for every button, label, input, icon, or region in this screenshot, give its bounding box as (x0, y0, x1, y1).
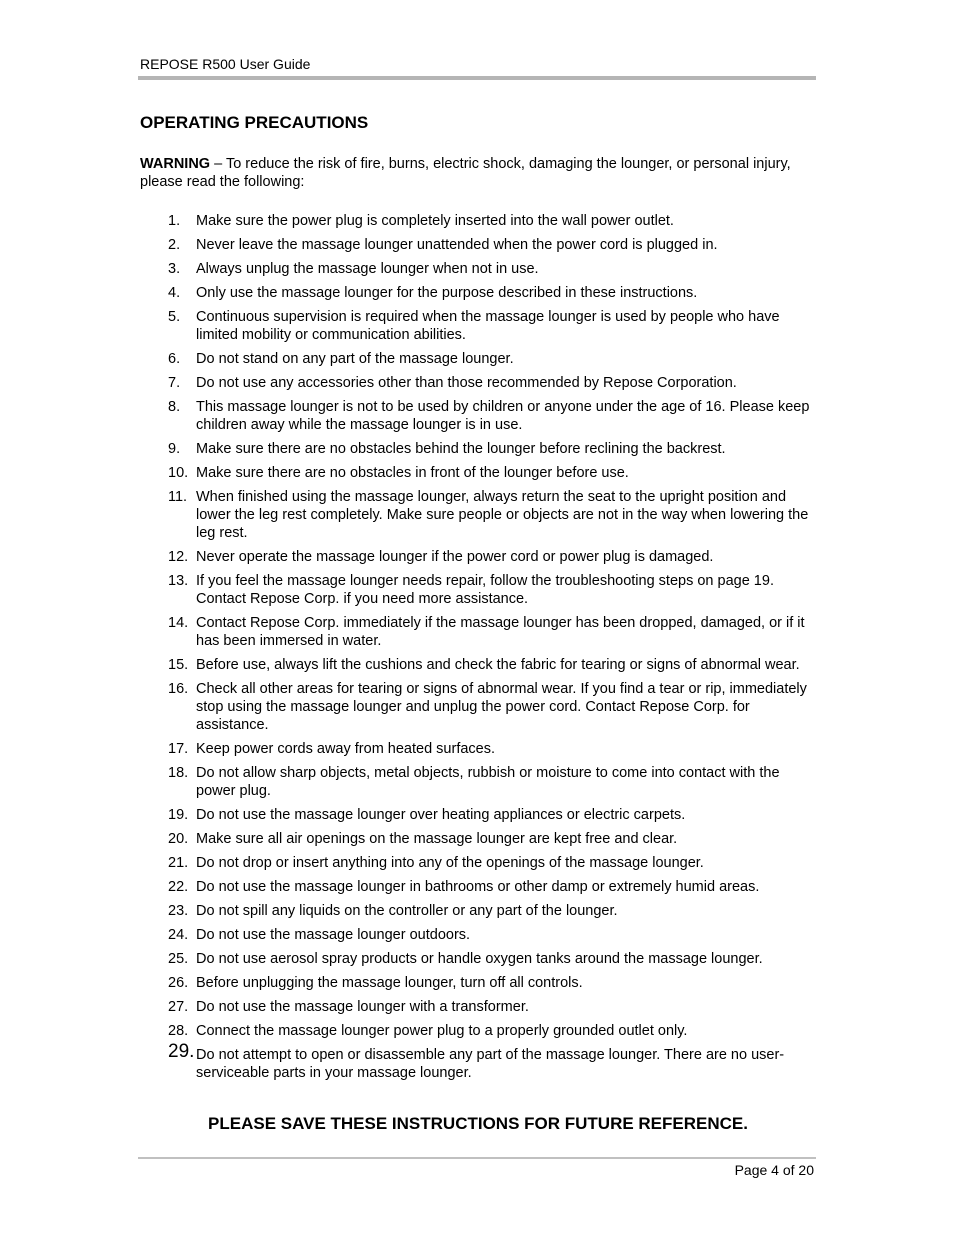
precaution-text: Check all other areas for tearing or signs of abnormal wear. If you find a tear or rip, immediately stop using the massage lounger and unplug the power cord. Contact Repose Corp. for assistance. (196, 681, 807, 733)
precaution-number: 2. (168, 237, 181, 253)
precaution-text: Do not use the massage lounger outdoors. (196, 927, 471, 943)
precaution-item (140, 902, 816, 920)
section-title: OPERATING PRECAUTIONS (140, 113, 369, 132)
precaution-item (140, 464, 816, 482)
precaution-number: 8. (168, 399, 181, 415)
precaution-item (140, 308, 816, 344)
precautions-list (140, 212, 816, 1088)
precaution-number: 29. (168, 1041, 195, 1062)
precaution-item (140, 398, 816, 434)
precaution-number: 23. (168, 903, 189, 919)
precaution-number: 5. (168, 309, 181, 325)
precaution-number: 3. (168, 261, 181, 277)
precaution-item (140, 1022, 816, 1040)
precaution-number: 25. (168, 951, 189, 967)
precaution-item (140, 572, 816, 608)
precaution-number: 26. (168, 975, 189, 991)
precaution-number: 6. (168, 351, 181, 367)
precaution-item (140, 236, 816, 254)
precaution-number: 4. (168, 285, 181, 301)
precaution-text: Make sure there are no obstacles in front of the lounger before use. (196, 465, 629, 481)
precaution-number: 1. (168, 213, 181, 229)
precaution-number: 14. (168, 615, 189, 631)
precaution-item (140, 764, 816, 800)
precaution-item (140, 488, 816, 542)
warning-label: WARNING (140, 156, 211, 172)
precaution-item (140, 1041, 816, 1082)
precaution-text: Always unplug the massage lounger when not in use. (196, 261, 539, 277)
precaution-item (140, 806, 816, 824)
precaution-item (140, 614, 816, 650)
precaution-item (140, 926, 816, 944)
precaution-text: Do not allow sharp objects, metal objects, rubbish or moisture to come into contact with the power plug. (196, 765, 780, 799)
precaution-number: 17. (168, 741, 189, 757)
precaution-item (140, 656, 816, 674)
warning-text: – To reduce the risk of fire, burns, electric shock, damaging the lounger, or personal injury, please read the following: (140, 156, 791, 190)
precaution-text: If you feel the massage lounger needs repair, follow the troubleshooting steps on page 19. Contact Repose Corp. if you need more assistance. (196, 573, 774, 607)
precaution-number: 18. (168, 765, 189, 781)
precaution-item (140, 854, 816, 872)
precaution-text: Do not use the massage lounger in bathrooms or other damp or extremely humid areas. (196, 879, 760, 895)
precaution-text: Keep power cords away from heated surfaces. (196, 741, 496, 757)
precaution-text: Make sure there are no obstacles behind the lounger before reclining the backrest. (196, 441, 726, 457)
precaution-number: 20. (168, 831, 189, 847)
precaution-text: Before unplugging the massage lounger, turn off all controls. (196, 975, 583, 991)
precaution-text: Never operate the massage lounger if the power cord or power plug is damaged. (196, 549, 714, 565)
save-instructions-note: PLEASE SAVE THESE INSTRUCTIONS FOR FUTURE REFERENCE. (208, 1114, 748, 1133)
precaution-item (140, 440, 816, 458)
precaution-text: Make sure the power plug is completely inserted into the wall power outlet. (196, 213, 674, 229)
precaution-text: Do not use the massage lounger over heating appliances or electric carpets. (196, 807, 686, 823)
precaution-number: 22. (168, 879, 189, 895)
precaution-item (140, 284, 816, 302)
precaution-number: 27. (168, 999, 189, 1015)
precaution-number: 7. (168, 375, 181, 391)
precaution-number: 12. (168, 549, 189, 565)
precaution-item (140, 830, 816, 848)
precaution-item (140, 374, 816, 392)
precaution-number: 16. (168, 681, 189, 697)
precaution-text: Before use, always lift the cushions and check the fabric for tearing or signs of abnormal wear. (196, 657, 800, 673)
precaution-item (140, 740, 816, 758)
precaution-text: Only use the massage lounger for the purpose described in these instructions. (196, 285, 698, 301)
precaution-item (140, 260, 816, 278)
precaution-item (140, 974, 816, 992)
precaution-number: 15. (168, 657, 189, 673)
precaution-item (140, 548, 816, 566)
precaution-item (140, 212, 816, 230)
precaution-text: Never leave the massage lounger unattended when the power cord is plugged in. (196, 237, 718, 253)
precaution-item (140, 998, 816, 1016)
precaution-text: When finished using the massage lounger, always return the seat to the upright position and lower the leg rest completely. Make sure people or objects are not in the way when lowering the leg rest. (196, 489, 809, 541)
precaution-item (140, 350, 816, 368)
precaution-number: 13. (168, 573, 189, 589)
precaution-number: 10. (168, 465, 189, 481)
footer-divider (138, 1157, 816, 1159)
precaution-item (140, 680, 816, 734)
precaution-text: Continuous supervision is required when the massage lounger is used by people who have limited mobility or communication abilities. (196, 309, 780, 343)
header-divider (138, 76, 816, 80)
precaution-text: This massage lounger is not to be used by children or anyone under the age of 16. Please keep children away while the massage lounger is in use. (196, 399, 810, 433)
precaution-text: Connect the massage lounger power plug to a properly grounded outlet only. (196, 1023, 688, 1039)
page-number: Page 4 of 20 (734, 1162, 814, 1178)
precaution-item (140, 950, 816, 968)
precaution-text: Do not attempt to open or disassemble any part of the massage lounger. There are no user-serviceable parts in your massage lounger. (196, 1047, 785, 1081)
warning-intro (140, 155, 810, 191)
document-header-title: REPOSE R500 User Guide (140, 56, 311, 72)
precaution-text: Do not stand on any part of the massage lounger. (196, 351, 514, 367)
precaution-item (140, 878, 816, 896)
precaution-number: 19. (168, 807, 189, 823)
precaution-text: Do not use aerosol spray products or handle oxygen tanks around the massage lounger. (196, 951, 763, 967)
precaution-text: Do not spill any liquids on the controller or any part of the lounger. (196, 903, 618, 919)
precaution-number: 21. (168, 855, 189, 871)
precaution-text: Do not use the massage lounger with a transformer. (196, 999, 529, 1015)
precaution-number: 11. (168, 489, 188, 505)
precaution-number: 28. (168, 1023, 189, 1039)
precaution-text: Contact Repose Corp. immediately if the massage lounger has been dropped, damaged, or if it has been immersed in water. (196, 615, 805, 649)
precaution-text: Make sure all air openings on the massage lounger are kept free and clear. (196, 831, 678, 847)
precaution-number: 24. (168, 927, 189, 943)
precaution-text: Do not drop or insert anything into any of the openings of the massage lounger. (196, 855, 704, 871)
precaution-text: Do not use any accessories other than those recommended by Repose Corporation. (196, 375, 737, 391)
precaution-number: 9. (168, 441, 181, 457)
